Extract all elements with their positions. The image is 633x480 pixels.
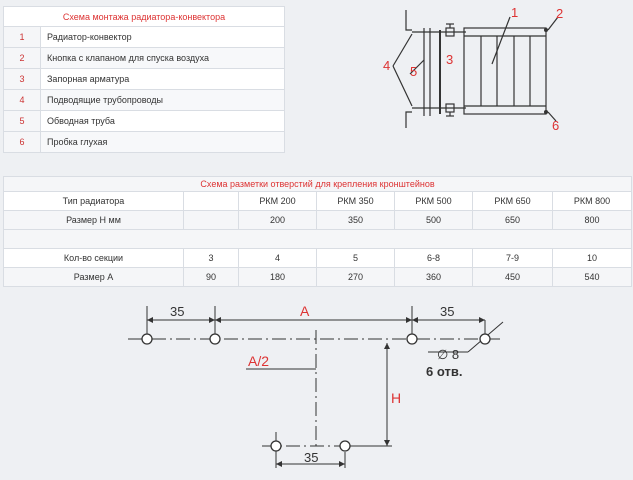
model-cell: РКМ 500 xyxy=(395,192,473,211)
drill-lines xyxy=(128,306,503,468)
legend-label: Запорная арматура xyxy=(41,69,285,90)
spacer-row xyxy=(4,230,632,249)
callout-6: 6 xyxy=(552,118,560,133)
hole-diameter: ∅ 8 xyxy=(437,347,460,362)
callout-5: 5 xyxy=(410,64,418,79)
a-cell: 180 xyxy=(239,268,317,287)
callout-1: 1 xyxy=(511,5,519,20)
callout-3: 3 xyxy=(446,52,454,67)
h-cell: 650 xyxy=(473,211,553,230)
hole-marker xyxy=(210,334,220,344)
model-cell: РКМ 200 xyxy=(239,192,317,211)
mount-table-title: Схема разметки отверстий для крепления кронштейнов xyxy=(4,177,632,192)
legend-num: 6 xyxy=(4,132,41,153)
sections-cell: 6-8 xyxy=(395,249,473,268)
type-header: Тип радиатора xyxy=(4,192,184,211)
hole-marker xyxy=(271,441,281,451)
dim-h: Н xyxy=(391,390,402,406)
a-cell: 540 xyxy=(553,268,632,287)
dim-35-bottom: 35 xyxy=(304,450,319,465)
sections-cell: 7-9 xyxy=(473,249,553,268)
legend-label: Подводящие трубопроводы xyxy=(41,90,285,111)
dim-a: А xyxy=(300,303,310,319)
legend-label: Пробка глухая xyxy=(41,132,285,153)
empty-cell xyxy=(184,211,239,230)
holes xyxy=(142,334,490,451)
legend-num: 1 xyxy=(4,27,41,48)
legend-table xyxy=(3,6,285,153)
sections-cell: 5 xyxy=(317,249,395,268)
hole-marker xyxy=(142,334,152,344)
h-label: Размер Н мм xyxy=(4,211,184,230)
legend-label: Радиатор-конвектор xyxy=(41,27,285,48)
h-cell: 800 xyxy=(553,211,632,230)
hole-marker xyxy=(480,334,490,344)
legend-num: 2 xyxy=(4,48,41,69)
sections-label: Кол-во секции xyxy=(4,249,184,268)
legend-label: Кнопка с клапаном для спуска воздуха xyxy=(41,48,285,69)
a-cell: 270 xyxy=(317,268,395,287)
dim-a-half: А/2 xyxy=(248,353,270,369)
callout-4: 4 xyxy=(383,58,391,73)
dim-35-left: 35 xyxy=(170,304,185,319)
hole-count: 6 отв. xyxy=(426,364,463,379)
legend-num: 5 xyxy=(4,111,41,132)
a-cell: 360 xyxy=(395,268,473,287)
sections-cell: 10 xyxy=(553,249,632,268)
sections-cell: 4 xyxy=(239,249,317,268)
hole-marker xyxy=(340,441,350,451)
legend-num: 4 xyxy=(4,90,41,111)
model-cell: РКМ 350 xyxy=(317,192,395,211)
model-cell: РКМ 800 xyxy=(553,192,632,211)
h-cell: 350 xyxy=(317,211,395,230)
legend-title: Схема монтажа радиатора-конвектора xyxy=(4,7,285,27)
empty-cell xyxy=(184,192,239,211)
dim-35-right: 35 xyxy=(440,304,455,319)
plug-mark xyxy=(544,110,548,114)
mount-table xyxy=(3,176,632,287)
air-valve-mark xyxy=(544,28,548,32)
a-label: Размер А xyxy=(4,268,184,287)
callout-2: 2 xyxy=(556,6,564,21)
a-cell: 90 xyxy=(184,268,239,287)
h-cell: 500 xyxy=(395,211,473,230)
install-drawing xyxy=(393,10,558,128)
model-cell: РКМ 650 xyxy=(473,192,553,211)
hole-marker xyxy=(407,334,417,344)
h-cell: 200 xyxy=(239,211,317,230)
sections-cell: 3 xyxy=(184,249,239,268)
legend-num: 3 xyxy=(4,69,41,90)
legend-label: Обводная труба xyxy=(41,111,285,132)
a-cell: 450 xyxy=(473,268,553,287)
